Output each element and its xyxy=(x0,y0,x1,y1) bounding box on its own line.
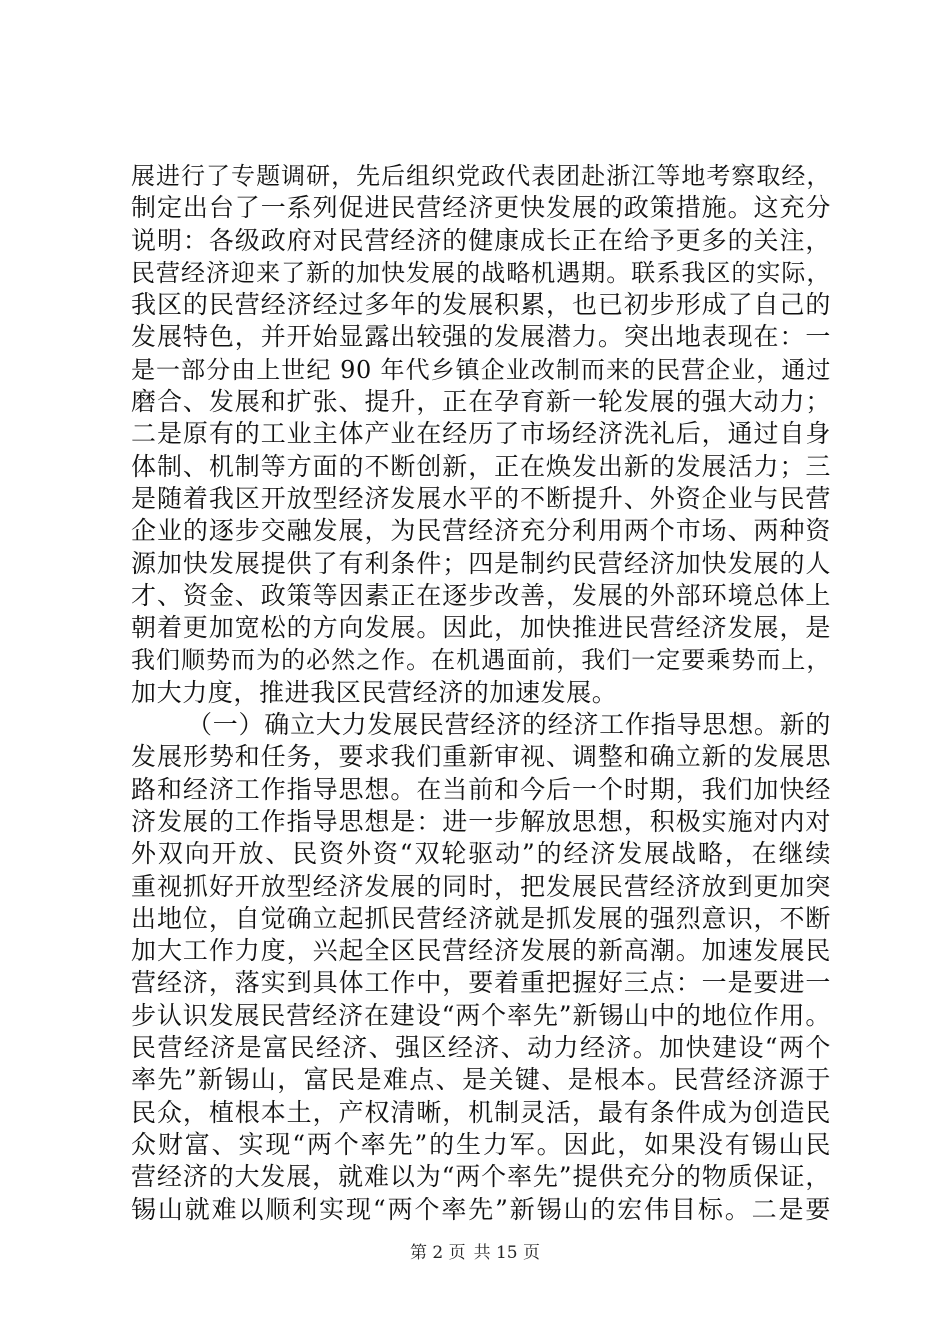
text-line: 体制、机制等方面的不断创新，正在焕发出新的发展活力；三 xyxy=(131,451,831,481)
text-line: 是一部分由上世纪 90 年代乡镇企业改制而来的民营企业，通过 xyxy=(131,355,831,384)
text-line: 路和经济工作指导思想。在当前和今后一个时期，我们加快经 xyxy=(131,774,831,804)
section-heading-line: （一）确立大力发展民营经济的经济工作指导思想。新的 xyxy=(187,710,831,740)
text-line: 营经济的大发展，就难以为“两个率先”提供充分的物质保证， xyxy=(131,1162,831,1192)
text-line: 二是原有的工业主体产业在经历了市场经济洗礼后，通过自身 xyxy=(131,419,831,449)
text-line: 加大力度，推进我区民营经济的加速发展。 xyxy=(131,677,618,707)
text-line: 朝着更加宽松的方向发展。因此，加快推进民营经济发展，是 xyxy=(131,613,831,643)
text-line: 民众，植根本土，产权清晰，机制灵活，最有条件成为创造民 xyxy=(131,1097,831,1127)
text-line: 锡山就难以顺利实现“两个率先”新锡山的宏伟目标。二是要 xyxy=(131,1194,831,1224)
text-line: 企业的逐步交融发展，为民营经济充分利用两个市场、两种资 xyxy=(131,516,831,546)
page-footer xyxy=(0,1242,950,1264)
text-line: 说明：各级政府对民营经济的健康成长正在给予更多的关注， xyxy=(131,225,831,255)
text-line: 济发展的工作指导思想是：进一步解放思想，积极实施对内对 xyxy=(131,806,831,836)
text-line: 外双向开放、民资外资“双轮驱动”的经济发展战略，在继续 xyxy=(131,839,831,869)
text-line: 步认识发展民营经济在建设“两个率先”新锡山中的地位作用。 xyxy=(131,1000,831,1030)
text-line: 磨合、发展和扩张、提升，正在孕育新一轮发展的强大动力； xyxy=(131,387,831,417)
text-line: 制定出台了一系列促进民营经济更快发展的政策措施。这充分 xyxy=(131,193,831,223)
text-line: 我们顺势而为的必然之作。在机遇面前，我们一定要乘势而上， xyxy=(131,646,831,675)
text-line: 营经济，落实到具体工作中，要着重把握好三点：一是要进一 xyxy=(131,968,831,998)
text-line: 发展形势和任务，要求我们重新审视、调整和确立新的发展思 xyxy=(131,742,831,772)
text-line: 民营经济是富民经济、强区经济、动力经济。加快建设“两个 xyxy=(131,1033,831,1063)
text-line: 众财富、实现“两个率先”的生力军。因此，如果没有锡山民 xyxy=(131,1129,831,1159)
text-line: 加大工作力度，兴起全区民营经济发展的新高潮。加速发展民 xyxy=(131,936,831,966)
text-line: 才、资金、政策等因素正在逐步改善，发展的外部环境总体上 xyxy=(131,580,831,610)
text-line: 我区的民营经济经过多年的发展积累，也已初步形成了自己的 xyxy=(131,290,831,320)
text-line: 发展特色，并开始显露出较强的发展潜力。突出地表现在：一 xyxy=(131,322,831,352)
text-line: 民营经济迎来了新的加快发展的战略机遇期。联系我区的实际， xyxy=(131,258,831,287)
text-line: 重视抓好开放型经济发展的同时，把发展民营经济放到更加突 xyxy=(131,871,831,901)
page-total: 共 15 页 xyxy=(473,1243,541,1263)
text-line: 是随着我区开放型经济发展水平的不断提升、外资企业与民营 xyxy=(131,483,831,513)
text-line: 率先”新锡山，富民是难点、是关键、是根本。民营经济源于 xyxy=(131,1065,831,1095)
text-line: 展进行了专题调研，先后组织党政代表团赴浙江等地考察取经， xyxy=(131,162,831,190)
text-line: 源加快发展提供了有利条件；四是制约民营经济加快发展的人 xyxy=(131,548,831,578)
page-number: 第 2 页 xyxy=(409,1243,466,1263)
text-line: 出地位，自觉确立起抓民营经济就是抓发展的强烈意识，不断 xyxy=(131,903,831,933)
body-text xyxy=(131,160,831,1226)
